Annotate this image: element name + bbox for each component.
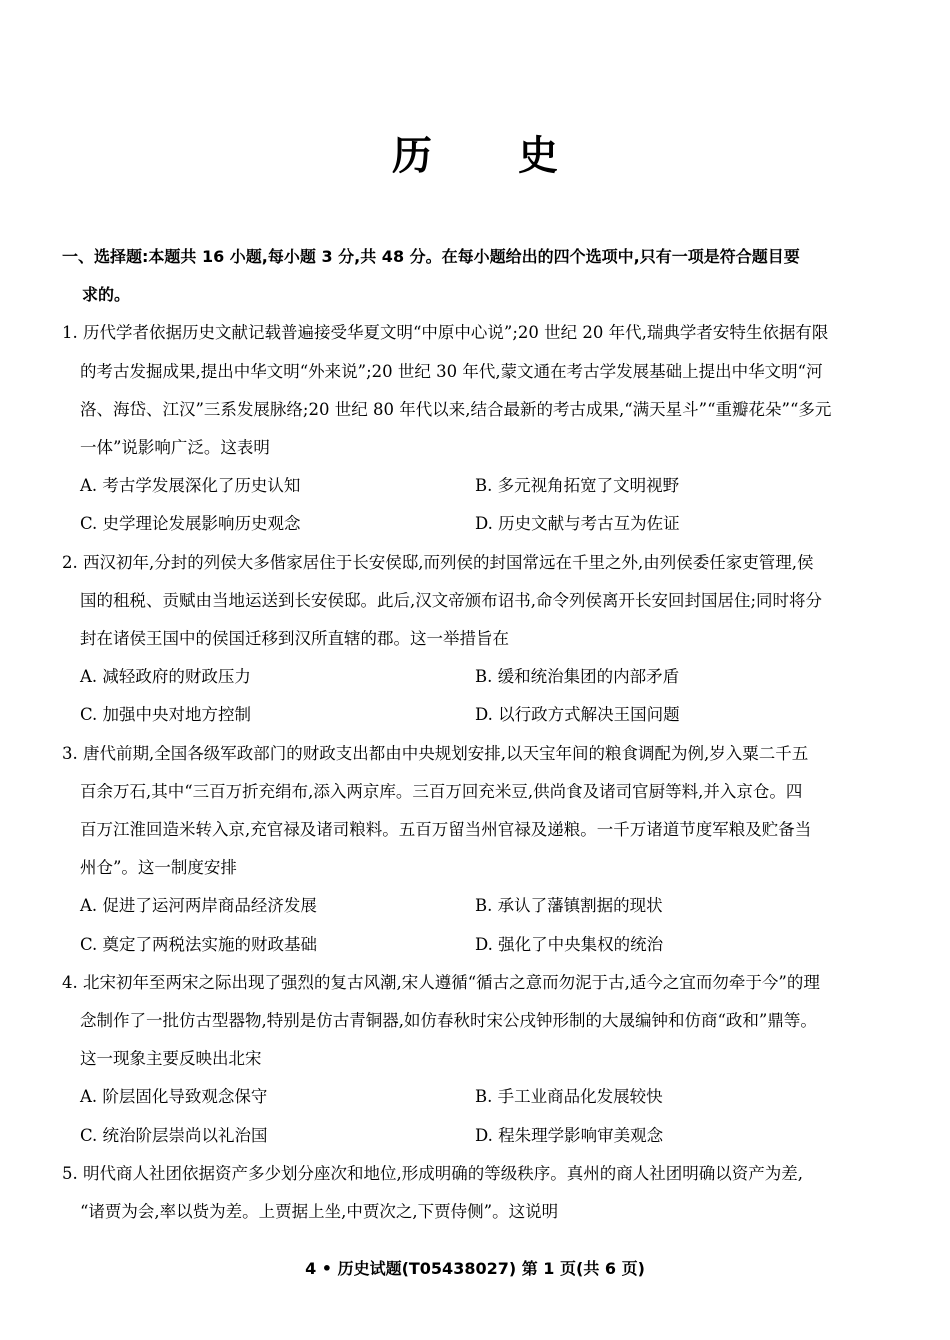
option-a: A. 减轻政府的财政压力 — [80, 667, 251, 687]
stem-line: 百万江淮回造米转入京,充官禄及诸司粮料。五百万留当州官禄及递粮。一千万诸道节度军粮及贮备当 — [80, 820, 812, 840]
option-c: C. 统治阶层崇尚以礼治国 — [80, 1125, 268, 1145]
stem-line: 封在诸侯王国中的侯国迁移到汉所直辖的郡。这一举措旨在 — [80, 629, 509, 649]
options — [62, 467, 892, 543]
question-2 — [62, 544, 892, 735]
option-b: B. 缓和统治集团的内部矛盾 — [475, 667, 680, 687]
stem-line: 一体”说影响广泛。这表明 — [80, 438, 270, 458]
options — [62, 1078, 892, 1154]
options — [62, 887, 892, 963]
question-stem — [62, 544, 892, 659]
option-a: A. 考古学发展深化了历史认知 — [80, 476, 301, 496]
option-c: C. 奠定了两税法实施的财政基础 — [80, 934, 318, 954]
question-5 — [62, 1155, 892, 1231]
option-c: C. 加强中央对地方控制 — [80, 705, 252, 725]
section-heading-line-1: 一、选择题:本题共 16 小题,每小题 3 分,共 48 分。在每小题给出的四个选项中,只有一项是符合题目要 — [62, 247, 800, 266]
stem-line: 4. 北宋初年至两宋之际出现了强烈的复古风潮,宋人遵循“循古之意而勿泥于古,适今之宜而勿牵于今”的理 — [62, 972, 820, 992]
option-d: D. 以行政方式解决王国问题 — [475, 705, 680, 725]
option-b: B. 手工业商品化发展较快 — [475, 1087, 663, 1107]
option-d: D. 历史文献与考古互为佐证 — [475, 514, 680, 534]
exam-content — [62, 238, 892, 1231]
question-stem — [62, 964, 892, 1079]
page-footer: 4 • 历史试题(T05438027) 第 1 页(共 6 页) — [305, 1259, 645, 1278]
stem-line: 1. 历代学者依据历史文献记载普遍接受华夏文明“中原中心说”;20 世纪 20 年代,瑞典学者安特生依据有限 — [62, 323, 829, 343]
stem-line: 州仓”。这一制度安排 — [80, 858, 237, 878]
stem-line: 的考古发掘成果,提出中华文明“外来说”;20 世纪 30 年代,蒙文通在考古学发展基础上提出中华文明“河 — [80, 361, 823, 381]
stem-line: 这一现象主要反映出北宋 — [80, 1049, 262, 1069]
options — [62, 658, 892, 734]
option-b: B. 承认了藩镇割据的现状 — [475, 896, 663, 916]
question-stem — [62, 314, 892, 467]
stem-line: 3. 唐代前期,全国各级军政部门的财政支出都由中央规划安排,以天宝年间的粮食调配为例,岁入粟二千五 — [62, 743, 809, 763]
stem-line: 念制作了一批仿古型器物,特别是仿古青铜器,如仿春秋时宋公戌钟形制的大晟编钟和仿商“政和”鼎等。 — [80, 1011, 817, 1031]
option-c: C. 史学理论发展影响历史观念 — [80, 514, 301, 534]
stem-line: 洛、海岱、江汉”三系发展脉络;20 世纪 80 年代以来,结合最新的考古成果,“满天星斗”“重瓣花朵”“多元 — [80, 399, 832, 419]
question-stem — [62, 735, 892, 888]
option-b: B. 多元视角拓宽了文明视野 — [475, 476, 680, 496]
page-title: 历 史 — [392, 133, 594, 179]
stem-line: 2. 西汉初年,分封的列侯大多偕家居住于长安侯邸,而列侯的封国常远在千里之外,由列侯委任家吏管理,侯 — [62, 552, 814, 572]
option-d: D. 强化了中央集权的统治 — [475, 934, 664, 954]
option-a: A. 阶层固化导致观念保守 — [80, 1087, 268, 1107]
stem-line: 百余万石,其中“三百万折充绢布,添入两京库。三百万回充米豆,供尚食及诸司官厨等料,并入京仓。四 — [80, 781, 803, 801]
question-1 — [62, 314, 892, 543]
option-a: A. 促进了运河两岸商品经济发展 — [80, 896, 317, 916]
question-4 — [62, 964, 892, 1155]
stem-line: 5. 明代商人社团依据资产多少划分座次和地位,形成明确的等级秩序。真州的商人社团明确以资产为差, — [62, 1163, 803, 1183]
section-heading — [62, 238, 892, 314]
question-stem — [62, 1155, 892, 1231]
section-heading-line-2: 求的。 — [82, 285, 131, 305]
stem-line: “诸贾为会,率以赀为差。上贾据上坐,中贾次之,下贾侍侧”。这说明 — [80, 1202, 559, 1222]
stem-line: 国的租税、贡赋由当地运送到长安侯邸。此后,汉文帝颁布诏书,命令列侯离开长安回封国居住;同时将分 — [80, 590, 823, 610]
option-d: D. 程朱理学影响审美观念 — [475, 1125, 664, 1145]
question-3 — [62, 735, 892, 964]
